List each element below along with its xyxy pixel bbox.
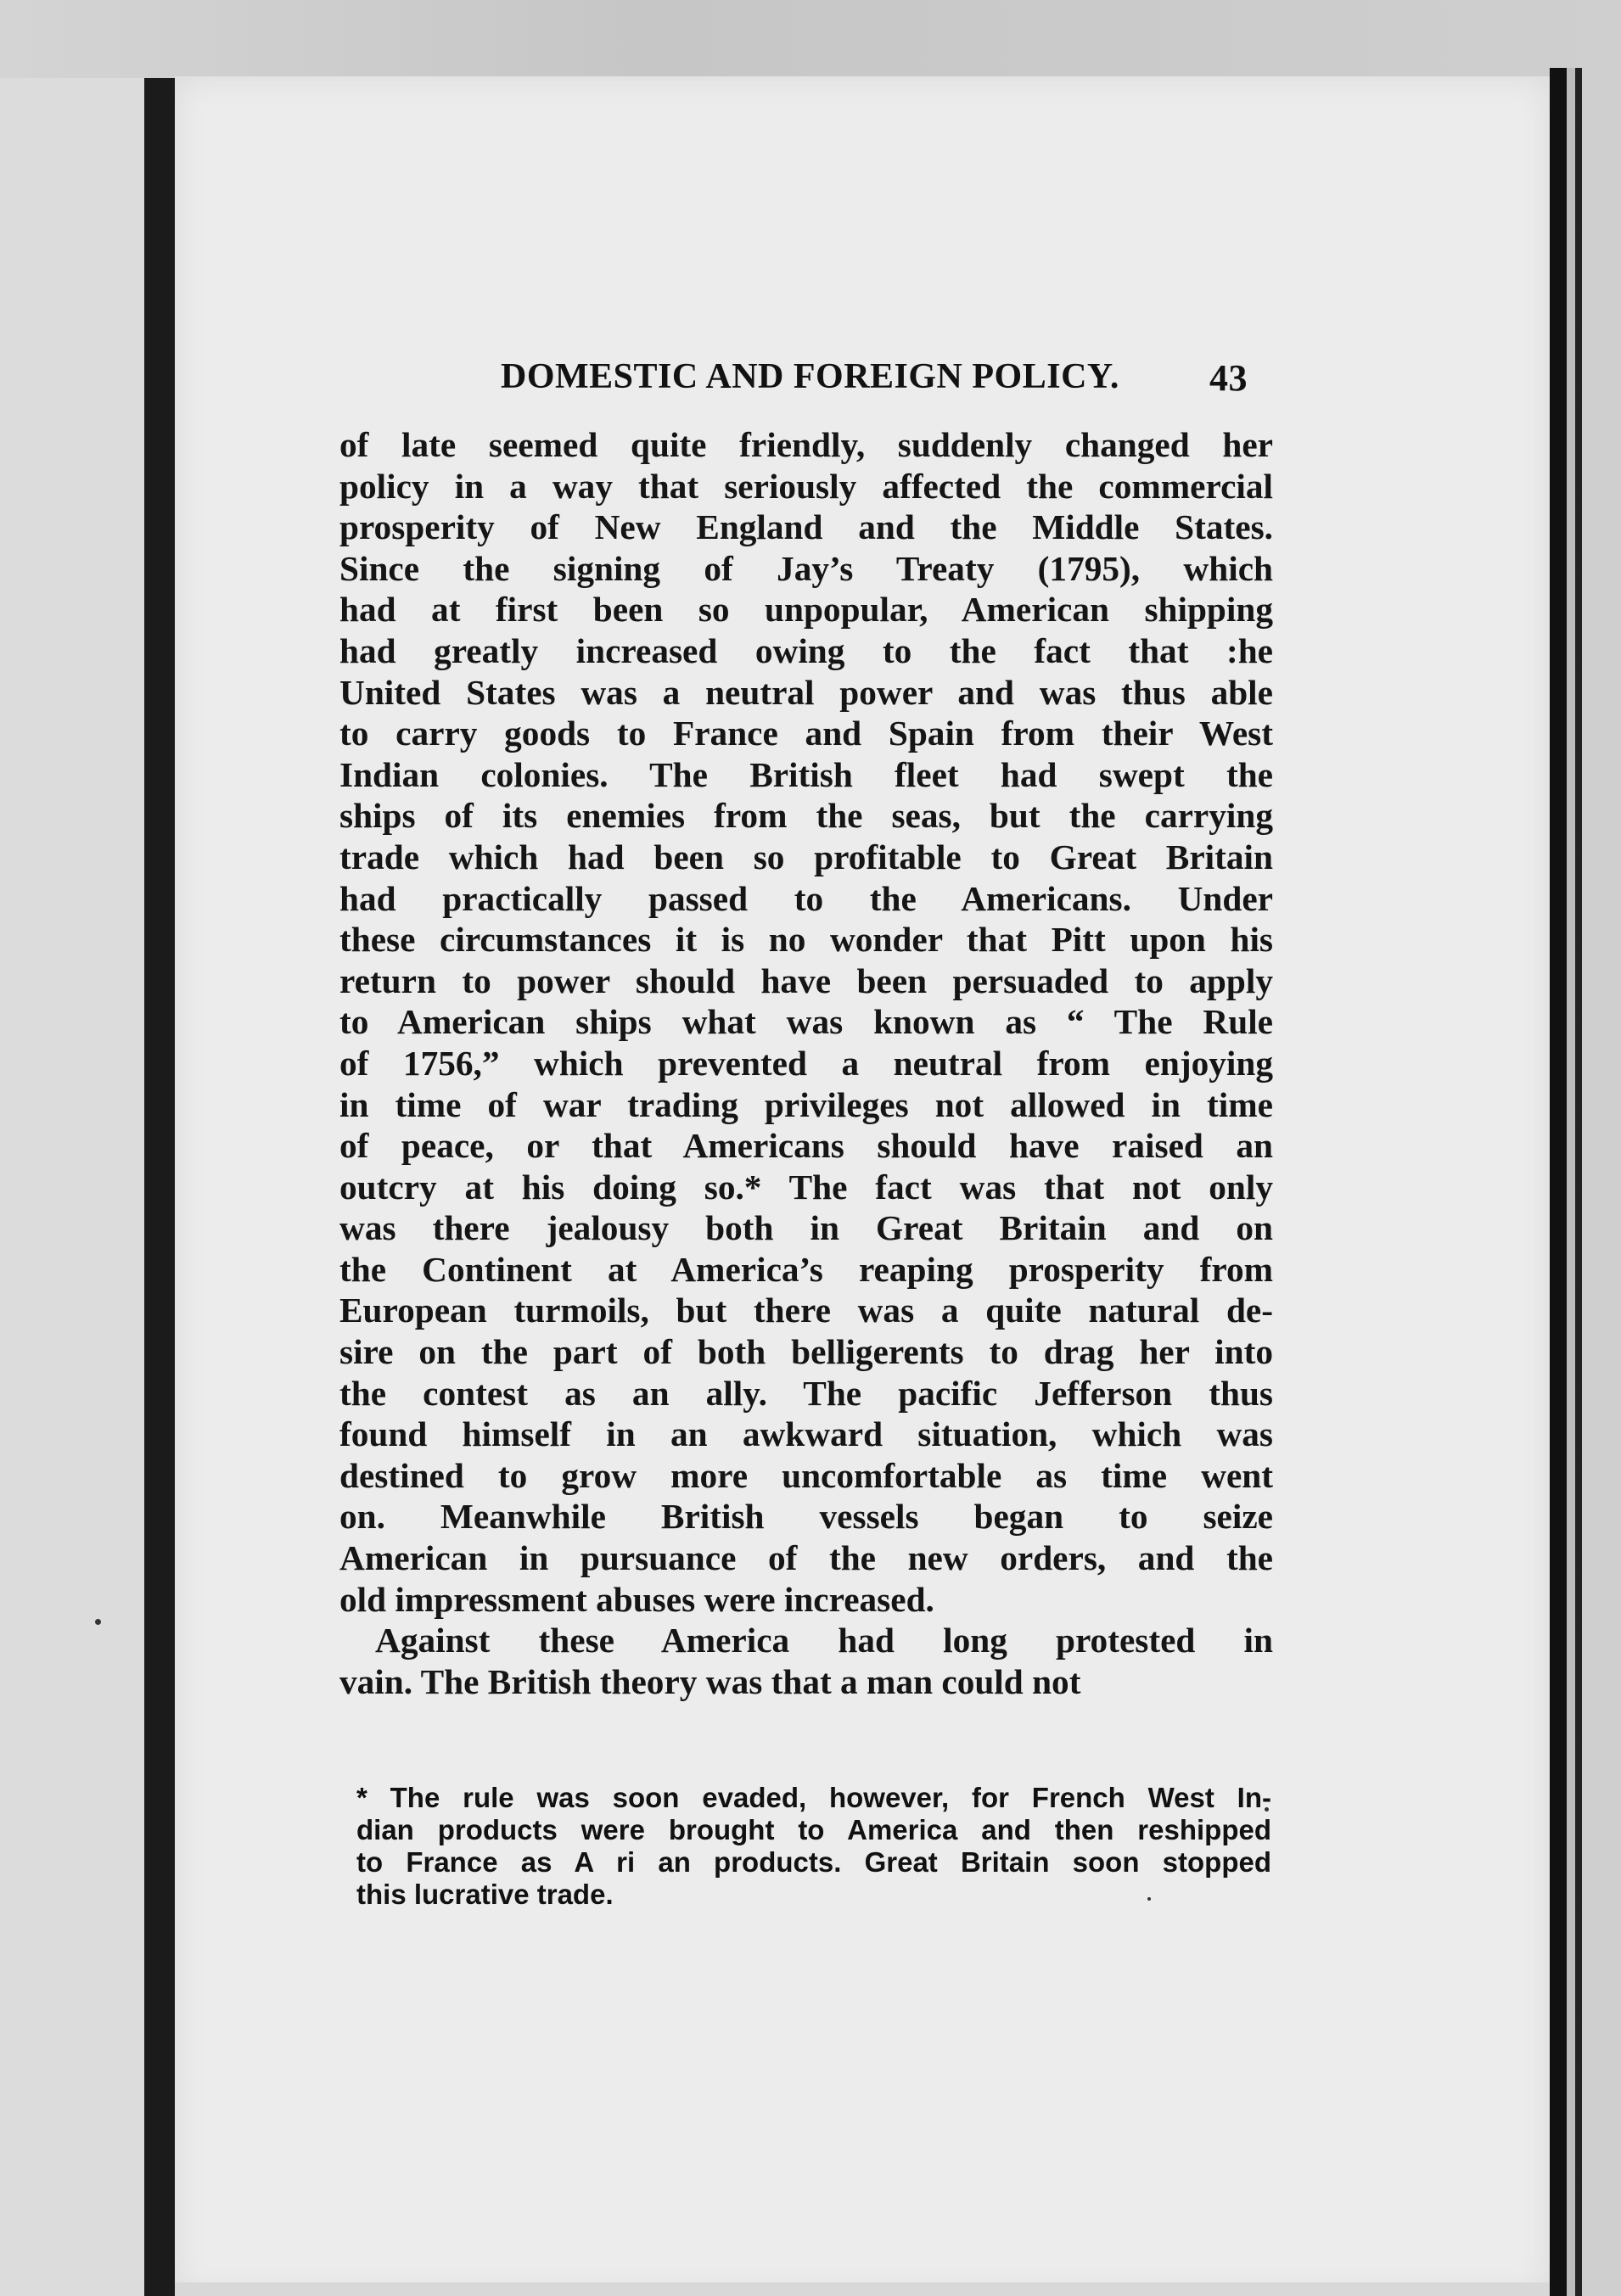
page-right-edge-outer	[1575, 68, 1582, 2296]
text-line: sire on the part of both belligerents to drag her into	[339, 1332, 1273, 1372]
text-line: Since the signing of Jay’s Treaty (1795), which	[339, 548, 1273, 588]
text-line: these circumstances it is no wonder that Pitt upon his	[339, 920, 1273, 960]
body-text	[339, 424, 1273, 1702]
text-line: of late seemed quite friendly, suddenly changed her	[339, 425, 1273, 464]
text-line: American in pursuance of the new orders, and the	[339, 1538, 1273, 1578]
text-line: vain. The British theory was that a man could not	[339, 1661, 1081, 1701]
text-line: United States was a neutral power and was thus able	[339, 672, 1273, 712]
text-line: old impressment abuses were increased.	[339, 1579, 934, 1619]
text-line: the Continent at America’s reaping prosperity from	[339, 1249, 1273, 1289]
footnote	[356, 1782, 1271, 1911]
text-line: trade which had been so profitable to Great Britain	[339, 837, 1273, 876]
text-line: prosperity of New England and the Middle States.	[339, 507, 1273, 547]
text-line: of 1756,” which prevented a neutral from enjoying	[339, 1043, 1273, 1083]
text-line: European turmoils, but there was a quite natural de-	[339, 1291, 1273, 1330]
text-line: Against these America had long protested in	[375, 1621, 1273, 1660]
facing-page-edge	[0, 78, 144, 2296]
page-number: 43	[1209, 357, 1248, 399]
text-line: this lucrative trade.	[356, 1879, 614, 1910]
text-line: ships of its enemies from the seas, but the carrying	[339, 796, 1273, 836]
text-line: policy in a way that seriously affected the commercial	[339, 466, 1273, 506]
text-line: to American ships what was known as “ The Rule	[339, 1002, 1273, 1042]
text-line: had practically passed to the Americans. Under	[339, 878, 1273, 918]
text-line: return to power should have been persuaded to apply	[339, 960, 1273, 1000]
book-gutter-shadow	[144, 78, 175, 2296]
text-line: of peace, or that Americans should have raised an	[339, 1126, 1273, 1166]
paragraph-2	[339, 1620, 1273, 1702]
text-line: Indian colonies. The British fleet had swept the	[339, 754, 1273, 794]
text-line: to carry goods to France and Spain from their West	[339, 714, 1273, 753]
page-right-edge	[1550, 68, 1567, 2296]
scan-speck	[95, 1619, 101, 1625]
paragraph-1	[339, 424, 1273, 1620]
text-line: had at first been so unpopular, American shipping	[339, 590, 1273, 630]
text-line: in time of war trading privileges not allowed in time	[339, 1084, 1273, 1124]
text-line: dian products were brought to America and then reshipped	[356, 1814, 1271, 1845]
text-line: was there jealousy both in Great Britain and on	[339, 1208, 1273, 1248]
text-line: had greatly increased owing to the fact that :he	[339, 630, 1273, 670]
text-line: on. Meanwhile British vessels began to seize	[339, 1497, 1273, 1537]
text-line: * The rule was soon evaded, however, for French West In-	[356, 1782, 1271, 1813]
text-line: outcry at his doing so.* The fact was that not only	[339, 1167, 1273, 1207]
text-line: to France as A ri an products. Great Britain soon stopped	[356, 1846, 1271, 1878]
running-title: DOMESTIC AND FOREIGN POLICY.	[501, 357, 1119, 396]
text-line: the contest as an ally. The pacific Jefferson thus	[339, 1373, 1273, 1413]
text-line: destined to grow more uncomfortable as time went	[339, 1455, 1273, 1495]
running-head	[501, 356, 1248, 407]
page-right-strip	[1567, 68, 1575, 2296]
page-bottom-edge	[175, 2282, 1550, 2296]
text-line: found himself in an awkward situation, which was	[339, 1414, 1273, 1454]
